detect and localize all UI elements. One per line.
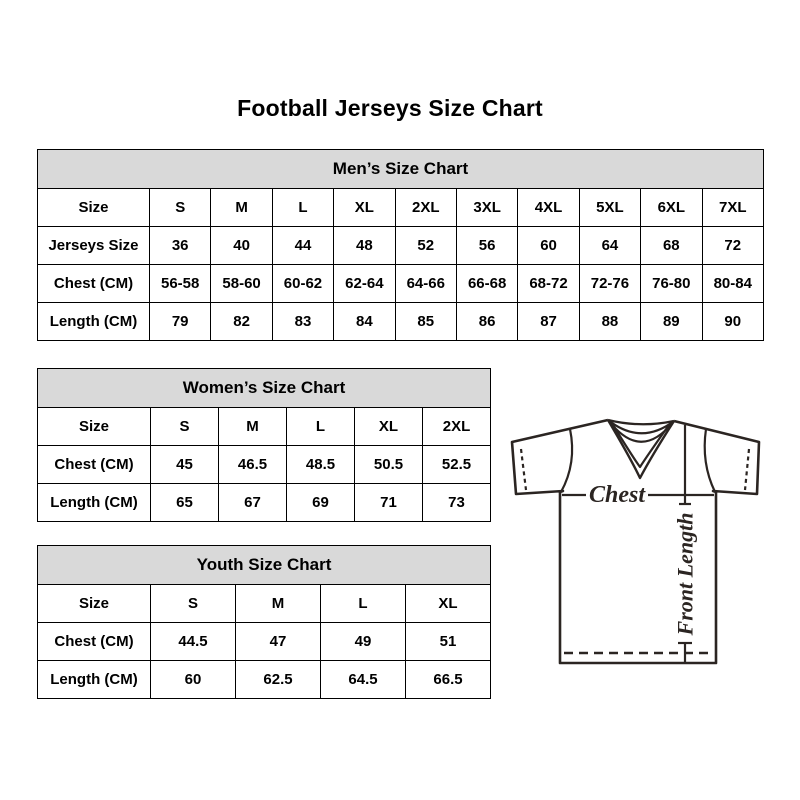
table-row: [38, 303, 764, 341]
cell-value: S: [151, 585, 236, 623]
table-row: [38, 408, 491, 446]
cell-value: 40: [211, 227, 272, 265]
cell-value: 60: [151, 661, 236, 699]
womens-size-chart: [37, 368, 491, 522]
table-row: [38, 446, 491, 484]
cell-value: 7XL: [702, 189, 763, 227]
cell-value: L: [321, 585, 406, 623]
youth-size-chart: [37, 545, 491, 699]
cell-value: 84: [334, 303, 395, 341]
sleeve-seam-right: [705, 429, 715, 492]
cell-value: M: [219, 408, 287, 446]
cell-value: 2XL: [423, 408, 491, 446]
men-table-title: Men’s Size Chart: [38, 150, 764, 189]
youth-table-title: Youth Size Chart: [38, 546, 491, 585]
collar-top-edge: [608, 420, 674, 424]
cell-value: S: [151, 408, 219, 446]
page-title: Football Jerseys Size Chart: [237, 95, 543, 121]
cell-value: 58-60: [211, 265, 272, 303]
cell-value: 56: [456, 227, 517, 265]
cell-value: 90: [702, 303, 763, 341]
women-size-table: [37, 368, 491, 522]
cell-value: 4XL: [518, 189, 579, 227]
front-length-label: Front Length: [672, 512, 698, 636]
cell-value: 60: [518, 227, 579, 265]
jersey-measurement-diagram: [500, 403, 780, 675]
cell-value: 65: [151, 484, 219, 522]
table-row: [38, 661, 491, 699]
cell-value: 51: [406, 623, 491, 661]
row-label: Chest (CM): [38, 623, 151, 661]
table-title-row: [38, 546, 491, 585]
cell-value: 5XL: [579, 189, 640, 227]
cell-value: 87: [518, 303, 579, 341]
cell-value: 50.5: [355, 446, 423, 484]
cell-value: 80-84: [702, 265, 763, 303]
row-label: Length (CM): [38, 661, 151, 699]
cell-value: 72-76: [579, 265, 640, 303]
cell-value: 45: [151, 446, 219, 484]
table-row: [38, 623, 491, 661]
cell-value: 56-58: [150, 265, 211, 303]
cell-value: 72: [702, 227, 763, 265]
mens-size-chart: [37, 149, 764, 341]
cell-value: 2XL: [395, 189, 456, 227]
cell-value: 89: [641, 303, 702, 341]
cell-value: XL: [334, 189, 395, 227]
cell-value: 69: [287, 484, 355, 522]
table-title-row: [38, 369, 491, 408]
row-label: Length (CM): [38, 484, 151, 522]
table-row: [38, 585, 491, 623]
table-row: [38, 484, 491, 522]
cell-value: 79: [150, 303, 211, 341]
women-table-title: Women’s Size Chart: [38, 369, 491, 408]
cell-value: 67: [219, 484, 287, 522]
cell-value: 88: [579, 303, 640, 341]
row-label: Length (CM): [38, 303, 150, 341]
cell-value: 86: [456, 303, 517, 341]
cell-value: 52: [395, 227, 456, 265]
men-size-table: [37, 149, 764, 341]
cell-value: 68: [641, 227, 702, 265]
row-label: Chest (CM): [38, 265, 150, 303]
cell-value: 66-68: [456, 265, 517, 303]
row-label: Size: [38, 408, 151, 446]
row-label: Jerseys Size: [38, 227, 150, 265]
chest-label: Chest: [588, 482, 646, 508]
cell-value: 64: [579, 227, 640, 265]
cell-value: L: [287, 408, 355, 446]
table-row: [38, 189, 764, 227]
table-title-row: [38, 150, 764, 189]
cell-value: 76-80: [641, 265, 702, 303]
cell-value: 64.5: [321, 661, 406, 699]
cell-value: XL: [355, 408, 423, 446]
cell-value: 36: [150, 227, 211, 265]
cell-value: 85: [395, 303, 456, 341]
cell-value: 3XL: [456, 189, 517, 227]
youth-size-table: [37, 545, 491, 699]
cell-value: 83: [272, 303, 333, 341]
sleeve-dashed-line-left: [521, 449, 526, 490]
sleeve-dashed-line-right: [745, 449, 749, 490]
cell-value: 60-62: [272, 265, 333, 303]
collar-v-outer: [608, 420, 674, 478]
cell-value: 44: [272, 227, 333, 265]
cell-value: 48: [334, 227, 395, 265]
sleeve-seam-left: [561, 429, 572, 492]
table-row: [38, 227, 764, 265]
cell-value: 62-64: [334, 265, 395, 303]
cell-value: S: [150, 189, 211, 227]
row-label: Size: [38, 585, 151, 623]
collar-v-inner: [613, 425, 669, 467]
cell-value: 71: [355, 484, 423, 522]
cell-value: M: [211, 189, 272, 227]
row-label: Size: [38, 189, 150, 227]
cell-value: 82: [211, 303, 272, 341]
cell-value: 6XL: [641, 189, 702, 227]
cell-value: 73: [423, 484, 491, 522]
table-row: [38, 265, 764, 303]
row-label: Chest (CM): [38, 446, 151, 484]
cell-value: 44.5: [151, 623, 236, 661]
cell-value: 68-72: [518, 265, 579, 303]
cell-value: XL: [406, 585, 491, 623]
cell-value: M: [236, 585, 321, 623]
cell-value: 52.5: [423, 446, 491, 484]
cell-value: 64-66: [395, 265, 456, 303]
cell-value: 48.5: [287, 446, 355, 484]
cell-value: 62.5: [236, 661, 321, 699]
cell-value: 66.5: [406, 661, 491, 699]
cell-value: 47: [236, 623, 321, 661]
cell-value: L: [272, 189, 333, 227]
jersey-outline: [512, 420, 759, 663]
cell-value: 49: [321, 623, 406, 661]
cell-value: 46.5: [219, 446, 287, 484]
